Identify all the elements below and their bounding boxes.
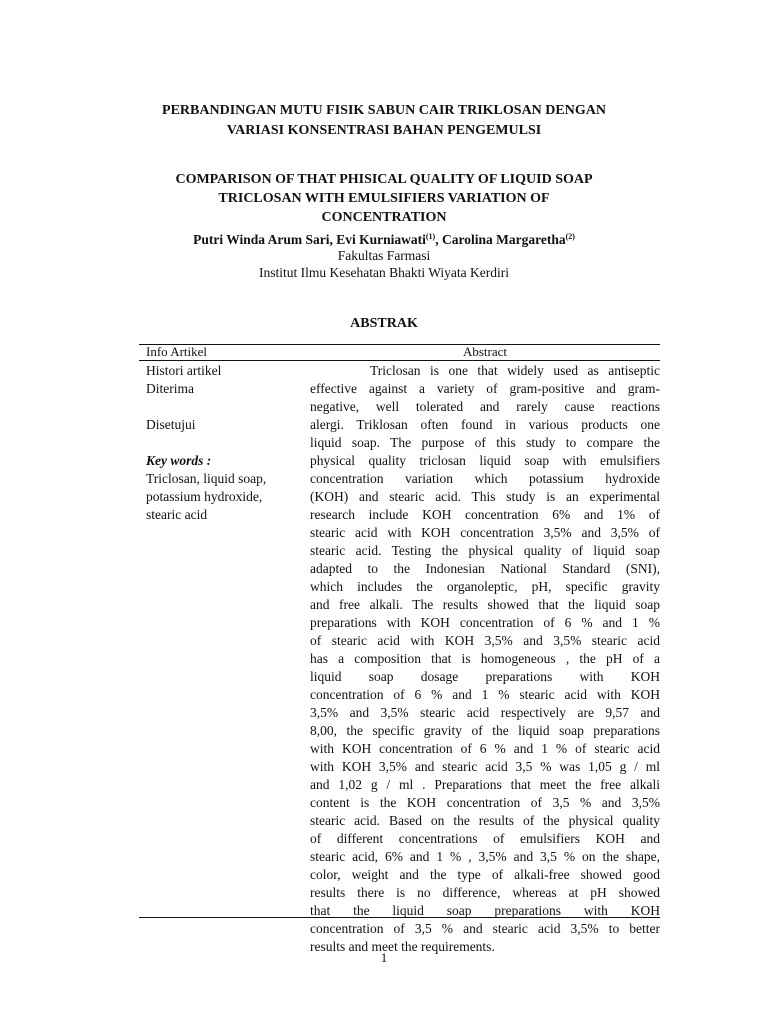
author-name: , Carolina Margaretha (435, 232, 566, 247)
abstract-line: content is the KOH concentration of 3,5 % and 3,5% (310, 795, 660, 810)
abstract-line: results there is no difference, whereas at pH showed (310, 885, 660, 900)
title-english-line: COMPARISON OF THAT PHISICAL QUALITY OF LIQUID SOAP (175, 172, 593, 187)
abstract-line: preparations with KOH concentration of 6 % and 1 % (310, 615, 660, 630)
approved-label: Disetujui (146, 417, 196, 432)
abstract-line: negative, well tolerated and rarely cause reactions (310, 399, 660, 414)
abstract-line: stearic acid, 6% and 1 % , 3,5% and 3,5 % on the shape, (310, 849, 660, 864)
abstract-line: (KOH) and stearic acid. This study is an experimental (310, 489, 660, 504)
abstract-line: results and meet the requirements. (310, 939, 495, 954)
abstract-line: and free alkali. The results showed that the liquid soap (310, 597, 660, 612)
spacer (146, 434, 296, 452)
abstract-heading: ABSTRAK (350, 316, 418, 331)
institute-affiliation: Institut Ilmu Kesehatan Bhakti Wiyata Kerdiri (258, 265, 510, 280)
article-info-column (146, 362, 296, 524)
abstract-line: physical quality triclosan liquid soap with emulsifiers (310, 453, 660, 468)
keywords-line: potassium hydroxide, (146, 489, 263, 504)
article-history-label: Histori artikel (146, 363, 222, 378)
abstract-line: and 1,02 g / ml . Preparations that meet the free alkali (310, 777, 660, 792)
title-indonesian-line: VARIASI KONSENTRASI BAHAN PENGEMULSI (226, 123, 542, 138)
abstract-column-header: Abstract (462, 344, 508, 359)
title-english (0, 170, 768, 227)
table-bottom-rule (139, 917, 660, 918)
title-indonesian (0, 101, 768, 141)
abstract-line: which includes the organoleptic, pH, specific gravity (310, 579, 660, 594)
faculty-affiliation: Fakultas Farmasi (337, 248, 431, 263)
abstract-line: stearic acid. Based on the results of the physical quality (310, 813, 660, 828)
abstract-line: effective against a variety of gram-positive and gram- (310, 381, 660, 396)
title-indonesian-line: PERBANDINGAN MUTU FISIK SABUN CAIR TRIKLOSAN DENGAN (162, 103, 606, 118)
abstract-line: stearic acid. Testing the physical quality of liquid soap (310, 543, 660, 558)
title-english-line: CONCENTRATION (321, 210, 447, 225)
abstract-line: of stearic acid with KOH 3,5% and 3,5% stearic acid (310, 633, 660, 648)
abstract-line: concentration of 3,5 % and stearic acid 3,5% to better (310, 921, 660, 936)
abstract-line: alergi. Triklosan often found in various products one (310, 417, 660, 432)
abstract-line: of different concentrations of emulsifiers KOH and (310, 831, 660, 846)
author-name: Evi Kurniawati (336, 232, 426, 247)
keywords-line: Triclosan, liquid soap, (146, 471, 267, 486)
abstract-line: with KOH 3,5% and stearic acid 3,5 % was 1,05 g / ml (310, 759, 660, 774)
title-english-line: TRICLOSAN WITH EMULSIFIERS VARIATION OF (218, 191, 550, 206)
abstract-line: that the liquid soap preparations with KOH (310, 903, 660, 918)
abstract-line: with KOH concentration of 6 % and 1 % of stearic acid (310, 741, 660, 756)
abstract-line: Triclosan is one that widely used as antiseptic (370, 363, 660, 378)
table-header-rule (139, 360, 660, 361)
author-affiliation-mark: (1) (425, 232, 436, 241)
author-name: Putri Winda Arum Sari, (193, 232, 337, 247)
author-affiliation-mark: (2) (565, 232, 575, 241)
abstract-line: research include KOH concentration 6% and 1% of (310, 507, 660, 522)
received-label: Diterima (146, 381, 194, 396)
abstract-line: liquid soap dosage preparations with KOH (310, 669, 660, 684)
abstract-line: liquid soap. The purpose of this study to compare the (310, 435, 660, 450)
abstract-body (310, 362, 660, 956)
abstract-line: stearic acid with KOH concentration 3,5% and 3,5% of (310, 525, 660, 540)
spacer (146, 398, 296, 416)
abstract-line: 3,5% and 3,5% stearic acid respectively are 9,57 and (310, 705, 660, 720)
abstract-line: concentration of 6 % and 1 % stearic acid with KOH (310, 687, 660, 702)
info-column-header: Info Artikel (146, 344, 208, 359)
abstract-line: concentration variation which potassium hydroxide (310, 471, 660, 486)
page-number: 1 (380, 950, 388, 965)
abstract-line: color, weight and the type of alkali-free showed good (310, 867, 660, 882)
abstract-line: has a composition that is homogeneous , the pH of a (310, 651, 660, 666)
keywords-line: stearic acid (146, 507, 208, 522)
abstract-line: 8,00, the specific gravity of the liquid soap preparations (310, 723, 660, 738)
abstract-line: adapted to the Indonesian National Standard (SNI), (310, 561, 660, 576)
keywords-label: Key words : (146, 453, 212, 468)
